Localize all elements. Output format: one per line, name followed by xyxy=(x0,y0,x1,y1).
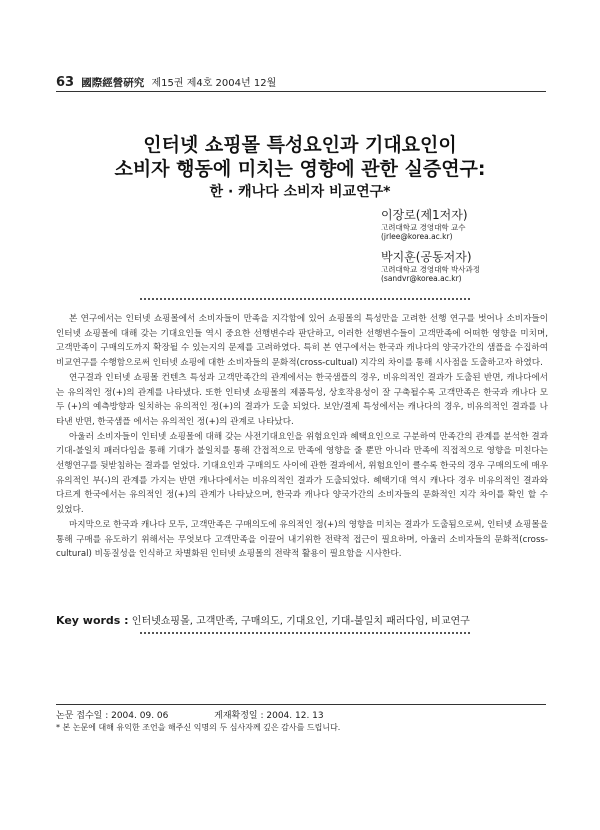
author-email: (jrlee@korea.ac.kr) xyxy=(381,232,453,242)
submission-dates xyxy=(56,708,324,721)
footer-rule xyxy=(56,704,546,705)
title-line-2: 소비자 행동에 미치는 영향에 관한 실증연구: xyxy=(114,158,486,180)
page-number: 63 xyxy=(56,75,75,90)
running-header xyxy=(56,74,276,90)
header-rule xyxy=(56,91,546,92)
author-affiliation: 고려대학교 경영대학 교수 xyxy=(381,223,466,232)
author-affiliation: 고려대학교 경영대학 박사과정 xyxy=(381,265,480,274)
accepted-label: 게재확정일 : xyxy=(214,711,264,721)
abstract-paragraph: 본 연구에서는 인터넷 쇼핑몰에서 소비자들이 만족을 지각함에 있어 쇼핑몰의 특성만을 고려한 선행 연구를 벗어나 소비자들이 인터넷 쇼핑몰에 대해 갖는 기대요인들 역시 중요한 선행변수라 판단하고, 이러한 선행변수들이 고객만족에 어떠한 영향을 미치며, 고객만족이 구매의도까지 확장될 수 있는지의 문제를 고려하였다. 특히 본 연구에서는 한국과 캐나다의 양국가간의 샘플을 수집하여 비교연구를 수행함으로써 인터넷 쇼핑에 대한 소비자들의 문화적(cross-cultual) 지각의 차이를 통해 시사점을 도출하고자 하였다. xyxy=(56,314,548,369)
abstract-paragraph: 아울러 소비자들이 인터넷 쇼핑몰에 대해 갖는 사전기대요인을 위험요인과 혜택요인으로 구분하여 만족간의 관계를 분석한 결과 기대-불일치 패러다임을 통해 기대가 불일치를 통해 간접적으로 만족에 영향을 줄 뿐만 아니라 만족에 직접적으로 영향을 미친다는 선행연구를 뒷받침하는 결과를 얻었다. 기대요인과 구매의도 사이에 관한 결과에서, 위험요인이 클수록 한국의 경우 구매의도에 매우 유의적인 부(-)의 관계를 가지는 반면 캐나다에서는 비유의적인 결과가 도출되었다. 혜택기대 역시 캐나다 경우 비유의적인 결과와 다르게 한국에서는 유의적인 정(+)의 관계가 나타났으며, 한국과 캐나다 양국가간의 소비자들의 문화적인 지각 차이를 확인 할 수 있었다. xyxy=(56,431,548,516)
abstract-paragraph: 마지막으로 한국과 캐나다 모두, 고객만족은 구매의도에 유의적인 정(+)의 영향을 미치는 결과가 도출됨으로써, 인터넷 쇼핑몰을 통해 구매를 유도하기 위해서는 무엇보다 고객만족을 이끌어 내기위한 전략적 접근이 필요하며, 아울러 소비자들의 문화적(cross-cultural) 비동질성을 인식하고 차별화된 인터넷 쇼핑몰의 전략적 활용이 필요함을 시사한다. xyxy=(56,519,548,560)
title-subtitle: 한 · 캐나다 소비자 비교연구* xyxy=(209,184,391,200)
journal-name: 國際經營硏究 xyxy=(81,77,145,89)
title-line-1: 인터넷 쇼핑몰 특성요인과 기대요인이 xyxy=(143,134,457,156)
abstract-top-divider xyxy=(140,298,470,300)
received-date: 2004. 09. 06 xyxy=(111,711,169,721)
author-name: 박지훈(공동저자) xyxy=(381,250,472,264)
author-name: 이장로(제1저자) xyxy=(381,208,468,222)
accepted-date: 2004. 12. 13 xyxy=(266,711,324,721)
keywords xyxy=(56,612,470,627)
acknowledgement-footnote: * 본 논문에 대해 유익한 조언을 해주신 익명의 두 심사자께 깊은 감사를 드립니다. xyxy=(56,723,341,732)
author-block-second xyxy=(381,250,480,284)
author-block-first xyxy=(381,208,468,242)
author-email: (sandvr@korea.ac.kr) xyxy=(381,274,462,284)
abstract-paragraph: 연구결과 인터넷 쇼핑몰 컨텐츠 특성과 고객만족간의 관계에서는 한국샘플의 경우, 비유의적인 결과가 도출된 반면, 캐나다에서는 유의적인 정(+)의 관계를 나타냈다. 또한 인터넷 쇼핑몰의 제품특성, 상호작용성이 잘 구축될수록 고객만족은 한국과 캐나다 모두 (+)의 예측방향과 일치하는 유의적인 정(+)의 결과가 도출 되었다. 보안/결제 특성에서는 캐나다의 경우, 비유의적인 결과를 나타낸 반면, 한국샘플 에서는 유의적인 정(+)의 관계로 나타났다. xyxy=(56,372,548,427)
received-label: 논문 접수일 : xyxy=(56,711,109,721)
keywords-label: Key words : xyxy=(56,614,129,627)
abstract-bottom-divider xyxy=(140,632,470,634)
abstract xyxy=(56,312,548,562)
keywords-list: 인터넷쇼핑몰, 고객만족, 구매의도, 기대요인, 기대-불일치 패러다임, 비교연구 xyxy=(131,616,470,627)
journal-issue: 제15권 제4호 2004년 12월 xyxy=(151,78,277,89)
